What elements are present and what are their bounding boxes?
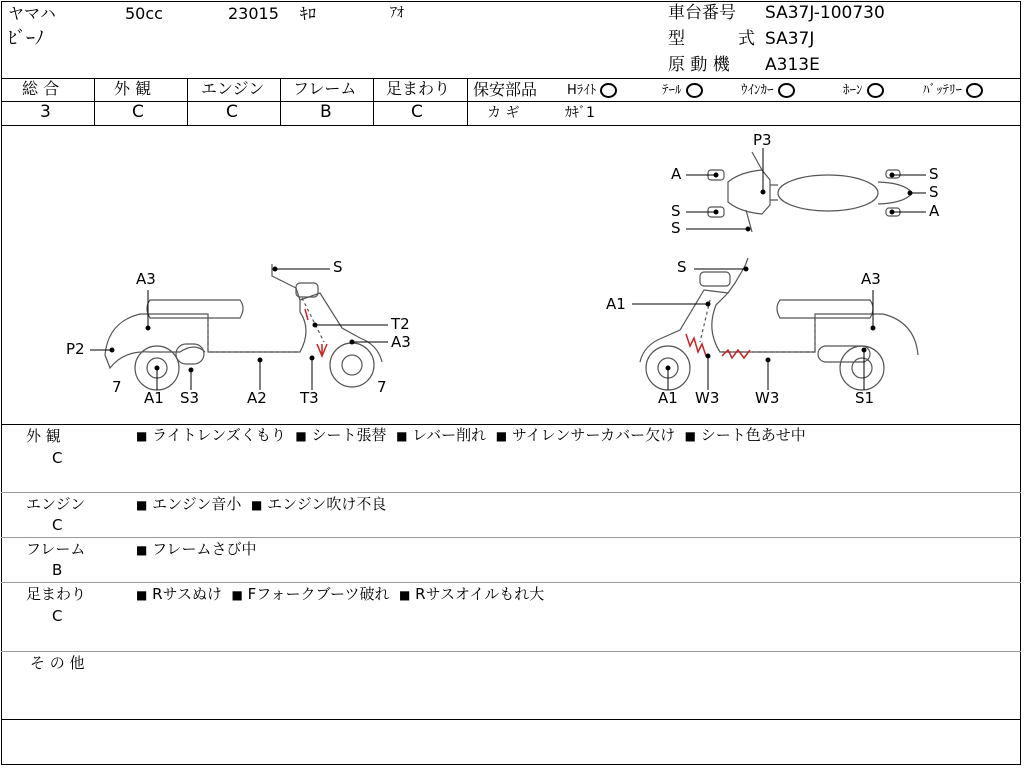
- black-square-icon: ■: [684, 429, 697, 443]
- grade-frame-value: B: [320, 102, 332, 122]
- grade-overall-value: 3: [40, 102, 51, 122]
- safety-tail: ﾃｰﾙ: [662, 83, 703, 98]
- label-right-a3: A3: [861, 270, 881, 288]
- divider: [187, 78, 188, 125]
- safety-battery: ﾊﾞｯﾃﾘｰ: [923, 83, 983, 98]
- model-label-1: 型: [668, 29, 685, 49]
- divider: [1, 651, 1021, 652]
- key-label: カ ギ: [487, 105, 520, 121]
- label-left-t2: T2: [391, 315, 410, 333]
- remark-suspension-label: 足まわり: [26, 585, 87, 603]
- grade-overall-label: 総 合: [22, 79, 60, 98]
- label-left-7a: 7: [112, 378, 122, 396]
- label-left-s3: S3: [180, 389, 200, 407]
- grade-engine-label: エンジン: [201, 79, 265, 98]
- label-top-s-left-2: S: [671, 219, 681, 237]
- label-right-a1-top: A1: [606, 295, 626, 313]
- label-top-s-right-2: S: [929, 183, 939, 201]
- grade-suspension-label: 足まわり: [386, 79, 451, 98]
- remark-frame-grade: B: [52, 561, 63, 579]
- scooter-top-view: [708, 152, 912, 232]
- divider: [1, 719, 1021, 720]
- remark-exterior-items: ■ ライトレンズくもり ■ シート張替 ■ レバー削れ ■ サイレンサーカバー欠け ■ シート色あせ中: [136, 426, 806, 444]
- grade-exterior-value: C: [132, 102, 144, 122]
- black-square-icon: ■: [136, 543, 148, 557]
- engine-code: A313E: [765, 55, 820, 75]
- label-top-a-right: A: [929, 202, 940, 220]
- label-left-a1: A1: [144, 389, 164, 407]
- label-top-a-left: A: [671, 165, 682, 183]
- label-right-w3b: W3: [755, 389, 780, 407]
- safety-headlight: Hﾗｲﾄ: [567, 83, 617, 98]
- model-code: SA37J: [765, 29, 815, 49]
- label-right-s1: S1: [855, 389, 875, 407]
- remark-exterior-label: 外 観: [26, 427, 61, 445]
- black-square-icon: ■: [136, 429, 148, 443]
- grade-exterior-label: 外 観: [114, 79, 152, 98]
- remark-engine-items: ■ エンジン音小 ■ エンジン吹け不良: [136, 495, 387, 513]
- frame-number: SA37J-100730: [765, 3, 885, 23]
- remark-suspension-items: ■ Rサスぬけ ■ Fフォークブーツ破れ ■ Rサスオイルもれ大: [136, 585, 545, 603]
- black-square-icon: ■: [231, 588, 243, 602]
- lot-number: 23015: [228, 4, 279, 23]
- label-top-p3: P3: [753, 131, 772, 149]
- divider: [280, 78, 281, 125]
- lot-suffix: ｷﾛ: [300, 4, 317, 23]
- grade-suspension-value: C: [411, 102, 423, 122]
- frame-number-label: 車台番号: [668, 3, 736, 23]
- divider: [1, 492, 1021, 493]
- circle-icon: [966, 83, 983, 98]
- safety-horn: ﾎｰﾝ: [843, 83, 884, 98]
- circle-icon: [686, 83, 703, 98]
- label-left-a2: A2: [247, 389, 267, 407]
- divider: [467, 101, 1021, 102]
- remark-suspension-grade: C: [52, 607, 63, 625]
- circle-icon: [778, 83, 795, 98]
- label-left-a3: A3: [136, 270, 156, 288]
- safety-label: 保安部品: [473, 80, 538, 99]
- divider: [94, 78, 95, 125]
- label-right-s: S: [677, 258, 687, 276]
- engine-label: 原 動 機: [668, 55, 730, 75]
- model-label-2: 式: [738, 29, 755, 49]
- black-square-icon: ■: [495, 429, 508, 443]
- label-left-p2: P2: [66, 340, 85, 358]
- key-value: ｶｷﾞ1: [565, 105, 595, 121]
- divider: [373, 78, 374, 125]
- displacement: 50cc: [125, 4, 163, 23]
- divider: [1, 78, 1021, 79]
- remark-engine-grade: C: [52, 516, 63, 534]
- maker: ヤマハ: [8, 4, 56, 23]
- label-left-7b: 7: [377, 378, 387, 396]
- label-left-a3-front: A3: [391, 333, 411, 351]
- remark-engine-label: エンジン: [26, 495, 86, 513]
- remark-frame-label: フレーム: [26, 540, 86, 558]
- label-right-w3a: W3: [695, 389, 720, 407]
- black-square-icon: ■: [295, 429, 307, 443]
- label-top-s-right-1: S: [929, 165, 939, 183]
- leader-lines: [90, 148, 926, 390]
- grade-engine-value: C: [226, 102, 238, 122]
- model-name: ﾋﾞｰﾉ: [8, 28, 44, 49]
- remark-frame-items: ■ フレームさび中: [136, 540, 257, 558]
- label-left-s: S: [333, 258, 343, 276]
- black-square-icon: ■: [250, 498, 263, 512]
- circle-icon: [867, 83, 884, 98]
- divider: [1, 582, 1021, 583]
- black-square-icon: ■: [136, 498, 148, 512]
- color: ｱｵ: [390, 5, 404, 21]
- black-square-icon: ■: [136, 588, 148, 602]
- label-top-s-left-1: S: [671, 202, 681, 220]
- divider: [467, 78, 468, 125]
- divider: [1, 424, 1021, 425]
- grade-frame-label: フレーム: [293, 79, 357, 98]
- remark-other-label: そ の 他: [30, 654, 85, 672]
- label-right-a1: A1: [658, 389, 678, 407]
- black-square-icon: ■: [396, 429, 408, 443]
- black-square-icon: ■: [399, 588, 411, 602]
- circle-icon: [600, 83, 617, 98]
- divider: [1, 537, 1021, 538]
- safety-winker: ｳｲﾝｶｰ: [741, 83, 795, 98]
- label-left-t3: T3: [300, 389, 319, 407]
- remark-exterior-grade: C: [52, 449, 63, 467]
- damage-marks: [305, 309, 750, 358]
